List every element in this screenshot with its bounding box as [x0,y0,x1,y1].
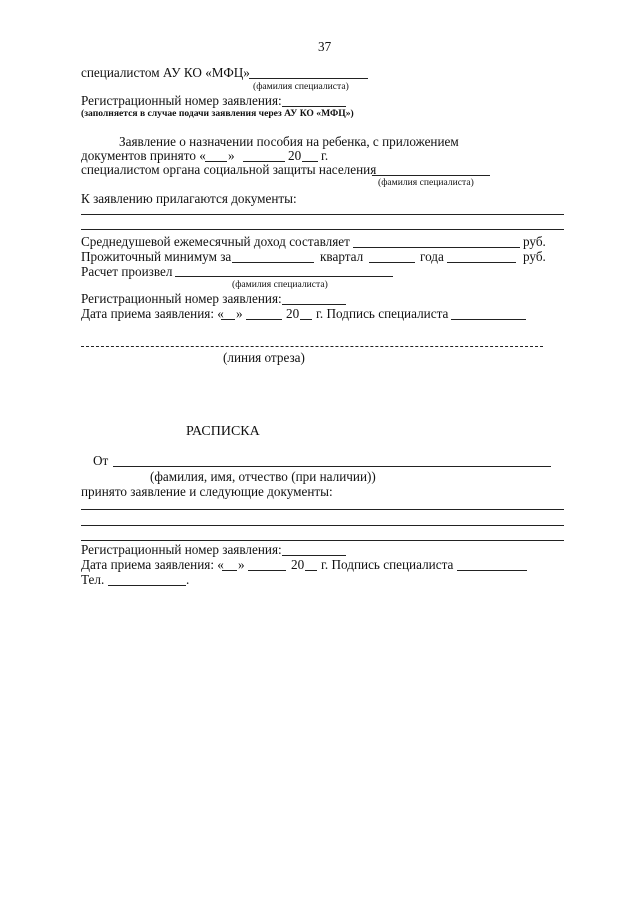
social-specialist-field[interactable] [372,175,490,176]
reg-number-field-2[interactable] [282,304,346,305]
income-label: Среднедушевой ежемесячный доход составляет [81,234,350,249]
from-label: От [93,453,109,468]
social-specialist-hint: (фамилия специалиста) [378,177,474,188]
year-prefix: 20 [288,148,302,163]
year-suffix: г. [321,148,329,163]
phone-field[interactable] [108,585,186,586]
date-quote-close: » [236,306,243,321]
subsistence-amount-field[interactable] [447,262,516,263]
income-unit: руб. [523,234,546,249]
calc-specialist-field[interactable] [175,276,393,277]
date-year-field[interactable] [300,319,312,320]
specialist-label: специалистом АУ КО «МФЦ» [81,65,250,80]
accepted-label: принято заявление и следующие документы: [81,484,333,499]
application-line: Заявление о назначении пособия на ребенка, с приложением [119,134,459,149]
reg-number-label: Регистрационный номер заявления: [81,93,282,108]
cut-line-label: (линия отреза) [223,350,305,365]
reg-number-label-2: Регистрационный номер заявления: [81,291,282,306]
income-field[interactable] [353,247,520,248]
attached-docs-label: К заявлению прилагаются документы: [81,191,297,206]
receipt-title: РАСПИСКА [186,424,260,439]
receipt-docs-line-2[interactable] [81,525,564,526]
subsistence-label: Прожиточный минимум за [81,249,232,264]
subsistence-period-field[interactable] [232,262,314,263]
docs-accepted-prefix: документов принято « [81,148,206,163]
calc-hint: (фамилия специалиста) [232,279,328,290]
specialist-name-field[interactable] [249,78,368,79]
specialist-hint: (фамилия специалиста) [253,81,349,92]
phone-end: . [186,572,190,587]
from-hint: (фамилия, имя, отчество (при наличии)) [150,469,376,484]
receipt-docs-line-3[interactable] [81,540,564,541]
calc-label: Расчет произвел [81,264,173,279]
date-day-field[interactable] [221,319,235,320]
receipt-date-year-prefix: 20 [291,557,305,572]
date-label: Дата приема заявления: « [81,306,224,321]
signature-label: г. Подпись специалиста [316,306,449,321]
year-label: года [420,249,444,264]
subsistence-unit: руб. [523,249,546,264]
receipt-reg-number-field[interactable] [282,555,346,556]
quarter-label: квартал [320,249,364,264]
cut-line [81,346,543,347]
receipt-signature-label: г. Подпись специалиста [321,557,454,572]
receipt-date-year-field[interactable] [305,570,317,571]
signature-field[interactable] [451,319,526,320]
receipt-signature-field[interactable] [457,570,527,571]
quote-close: » [228,148,235,163]
date-year-prefix: 20 [286,306,300,321]
receipt-docs-line-1[interactable] [81,509,564,510]
receipt-date-day-field[interactable] [222,570,237,571]
quarter-field[interactable] [369,262,415,263]
page-number: 37 [318,39,332,54]
receipt-date-quote-close: » [238,557,245,572]
from-field[interactable] [113,466,551,467]
date-month-field[interactable] [246,319,282,320]
receipt-date-month-field[interactable] [248,570,286,571]
reg-number-field[interactable] [282,106,346,107]
social-specialist-label: специалистом органа социальной защиты населения [81,162,377,177]
mfc-note: (заполняется в случае подачи заявления через АУ КО «МФЦ») [81,108,354,119]
phone-label: Тел. [81,572,105,587]
receipt-reg-number-label: Регистрационный номер заявления: [81,542,282,557]
attached-docs-line-2[interactable] [81,229,564,230]
receipt-date-label: Дата приема заявления: « [81,557,224,572]
attached-docs-line-1[interactable] [81,214,564,215]
